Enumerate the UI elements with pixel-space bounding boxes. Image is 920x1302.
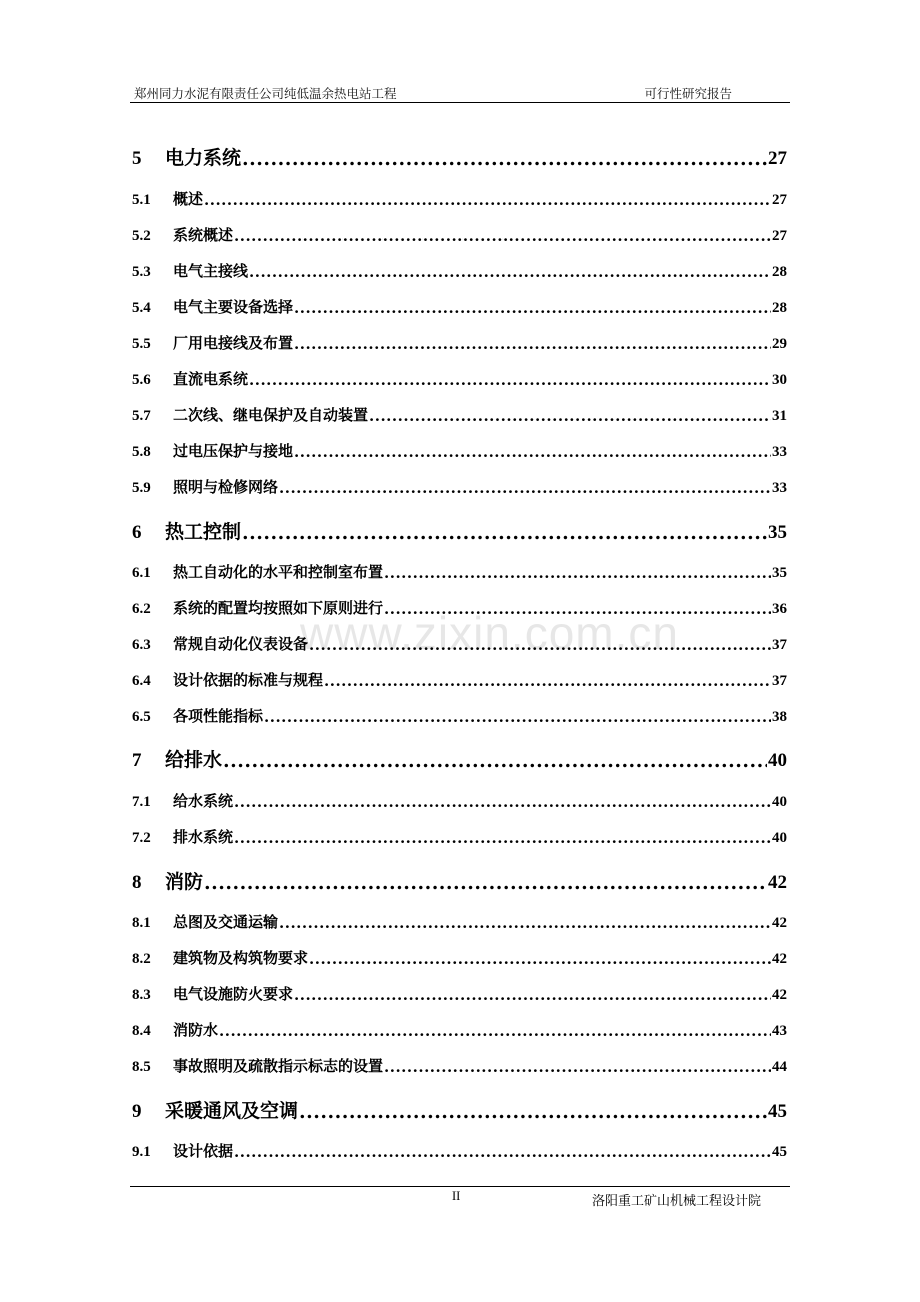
toc-entry-page: 40 bbox=[772, 794, 787, 810]
toc-entry-number: 8.5 bbox=[132, 1059, 151, 1075]
toc-entry-title: 电气主要设备选择 bbox=[173, 298, 294, 316]
toc-leader-dots bbox=[264, 708, 771, 726]
toc-entry-number: 9.1 bbox=[132, 1144, 151, 1160]
toc-entry-page: 29 bbox=[772, 336, 787, 352]
toc-leader-dots bbox=[234, 227, 771, 245]
toc-entry-page: 40 bbox=[772, 830, 787, 846]
toc-leader-dots bbox=[242, 522, 767, 544]
toc-leader-dots bbox=[294, 986, 771, 1004]
toc-entry-number: 8.3 bbox=[132, 987, 151, 1003]
toc-leader-dots bbox=[223, 750, 767, 772]
toc-leader-dots bbox=[204, 191, 771, 209]
header-divider bbox=[130, 102, 790, 103]
toc-section-entry[interactable] bbox=[132, 223, 787, 245]
toc-leader-dots bbox=[234, 793, 771, 811]
toc-section-entry[interactable] bbox=[132, 1139, 787, 1161]
toc-section-entry[interactable] bbox=[132, 1018, 787, 1040]
toc-entry-number: 6.5 bbox=[132, 709, 151, 725]
toc-leader-dots bbox=[249, 371, 771, 389]
toc-entry-page: 42 bbox=[772, 915, 787, 931]
toc-chapter-entry[interactable] bbox=[132, 746, 787, 772]
toc-entry-number: 5 bbox=[132, 148, 142, 169]
toc-entry-number: 5.8 bbox=[132, 444, 151, 460]
toc-entry-number: 6.1 bbox=[132, 565, 151, 581]
toc-entry-title: 直流电系统 bbox=[173, 370, 249, 388]
toc-leader-dots bbox=[204, 872, 767, 894]
toc-entry-title: 给水系统 bbox=[173, 792, 234, 810]
toc-entry-title: 电气主接线 bbox=[173, 262, 249, 280]
toc-entry-page: 37 bbox=[772, 673, 787, 689]
toc-leader-dots bbox=[234, 1143, 771, 1161]
toc-leader-dots bbox=[279, 479, 771, 497]
toc-leader-dots bbox=[299, 1101, 767, 1123]
toc-entry-title: 设计依据 bbox=[173, 1142, 234, 1160]
toc-entry-number: 8.1 bbox=[132, 915, 151, 931]
toc-entry-number: 9 bbox=[132, 1101, 142, 1122]
toc-entry-page: 35 bbox=[768, 522, 787, 543]
toc-section-entry[interactable] bbox=[132, 825, 787, 847]
toc-entry-title: 给排水 bbox=[165, 749, 223, 771]
toc-entry-number: 6.2 bbox=[132, 601, 151, 617]
toc-entry-page: 31 bbox=[772, 408, 787, 424]
toc-entry-number: 5.5 bbox=[132, 336, 151, 352]
toc-section-entry[interactable] bbox=[132, 259, 787, 281]
toc-entry-title: 电气设施防火要求 bbox=[173, 985, 294, 1003]
toc-entry-title: 常规自动化仪表设备 bbox=[173, 635, 309, 653]
toc-entry-title: 系统的配置均按照如下原则进行 bbox=[173, 599, 384, 617]
toc-entry-number: 8.4 bbox=[132, 1023, 151, 1039]
toc-entry-title: 消防 bbox=[165, 871, 204, 893]
toc-entry-title: 事故照明及疏散指示标志的设置 bbox=[173, 1057, 384, 1075]
toc-chapter-entry[interactable] bbox=[132, 518, 787, 544]
toc-leader-dots bbox=[369, 407, 771, 425]
toc-entry-number: 6.4 bbox=[132, 673, 151, 689]
report-type: 可行性研究报告 bbox=[644, 86, 732, 101]
toc-entry-title: 排水系统 bbox=[173, 828, 234, 846]
toc-leader-dots bbox=[294, 299, 771, 317]
toc-entry-page: 42 bbox=[772, 987, 787, 1003]
toc-leader-dots bbox=[279, 914, 771, 932]
toc-section-entry[interactable] bbox=[132, 946, 787, 968]
toc-leader-dots bbox=[242, 148, 767, 170]
toc-entry-title: 建筑物及构筑物要求 bbox=[173, 949, 309, 967]
toc-entry-title: 照明与检修网络 bbox=[173, 478, 279, 496]
toc-section-entry[interactable] bbox=[132, 475, 787, 497]
toc-entry-number: 5.6 bbox=[132, 372, 151, 388]
toc-entry-title: 过电压保护与接地 bbox=[173, 442, 294, 460]
toc-entry-number: 8 bbox=[132, 872, 142, 893]
toc-entry-number: 5.4 bbox=[132, 300, 151, 316]
toc-chapter-entry[interactable] bbox=[132, 1097, 787, 1123]
toc-entry-page: 45 bbox=[768, 1101, 787, 1122]
toc-entry-page: 38 bbox=[772, 709, 787, 725]
toc-section-entry[interactable] bbox=[132, 295, 787, 317]
toc-section-entry[interactable] bbox=[132, 187, 787, 209]
toc-leader-dots bbox=[384, 1058, 771, 1076]
toc-section-entry[interactable] bbox=[132, 789, 787, 811]
toc-section-entry[interactable] bbox=[132, 982, 787, 1004]
toc-leader-dots bbox=[294, 335, 771, 353]
toc-section-entry[interactable] bbox=[132, 439, 787, 461]
page-number: II bbox=[452, 1189, 461, 1203]
project-title: 郑州同力水泥有限责任公司纯低温余热电站工程 bbox=[134, 86, 397, 101]
toc-entry-page: 45 bbox=[772, 1144, 787, 1160]
watermark: www.zixin.com.cn bbox=[300, 607, 679, 659]
page-header bbox=[130, 84, 790, 102]
toc-entry-page: 43 bbox=[772, 1023, 787, 1039]
toc-entry-title: 二次线、继电保护及自动装置 bbox=[173, 406, 369, 424]
toc-entry-number: 7.2 bbox=[132, 830, 151, 846]
toc-entry-title: 总图及交通运输 bbox=[173, 913, 279, 931]
toc-entry-title: 概述 bbox=[173, 190, 204, 208]
toc-entry-number: 5.9 bbox=[132, 480, 151, 496]
toc-section-entry[interactable] bbox=[132, 331, 787, 353]
toc-entry-page: 33 bbox=[772, 444, 787, 460]
toc-entry-number: 7 bbox=[132, 750, 142, 771]
toc-entry-page: 28 bbox=[772, 300, 787, 316]
toc-entry-page: 27 bbox=[772, 192, 787, 208]
toc-section-entry[interactable] bbox=[132, 403, 787, 425]
toc-section-entry[interactable] bbox=[132, 632, 787, 654]
toc-entry-number: 5.1 bbox=[132, 192, 151, 208]
toc-entry-number: 5.2 bbox=[132, 228, 151, 244]
toc-entry-page: 33 bbox=[772, 480, 787, 496]
toc-section-entry[interactable] bbox=[132, 1054, 787, 1076]
toc-entry-page: 28 bbox=[772, 264, 787, 280]
toc-section-entry[interactable] bbox=[132, 596, 787, 618]
toc-entry-number: 6 bbox=[132, 522, 142, 543]
toc-leader-dots bbox=[249, 263, 771, 281]
toc-entry-page: 30 bbox=[772, 372, 787, 388]
toc-entry-title: 系统概述 bbox=[173, 226, 234, 244]
toc-entry-page: 44 bbox=[772, 1059, 787, 1075]
toc-entry-title: 各项性能指标 bbox=[173, 707, 264, 725]
toc-entry-number: 6.3 bbox=[132, 637, 151, 653]
toc-section-entry[interactable] bbox=[132, 668, 787, 690]
toc-entry-page: 42 bbox=[768, 872, 787, 893]
toc-entry-title: 采暖通风及空调 bbox=[165, 1100, 299, 1122]
toc-entry-title: 消防水 bbox=[173, 1021, 219, 1039]
toc-entry-title: 热工自动化的水平和控制室布置 bbox=[173, 563, 384, 581]
toc-leader-dots bbox=[384, 600, 771, 618]
toc-chapter-entry[interactable] bbox=[132, 868, 787, 894]
toc-entry-page: 36 bbox=[772, 601, 787, 617]
toc-leader-dots bbox=[324, 672, 771, 690]
toc-section-entry[interactable] bbox=[132, 704, 787, 726]
toc-entry-page: 35 bbox=[772, 565, 787, 581]
toc-entry-title: 设计依据的标准与规程 bbox=[173, 671, 324, 689]
toc-entry-page: 40 bbox=[768, 750, 787, 771]
toc-entry-number: 5.3 bbox=[132, 264, 151, 280]
toc-section-entry[interactable] bbox=[132, 560, 787, 582]
toc-leader-dots bbox=[234, 829, 771, 847]
toc-entry-title: 热工控制 bbox=[165, 521, 242, 543]
toc-section-entry[interactable] bbox=[132, 367, 787, 389]
toc-entry-title: 电力系统 bbox=[165, 147, 242, 169]
toc-leader-dots bbox=[219, 1022, 771, 1040]
toc-entry-page: 37 bbox=[772, 637, 787, 653]
toc-entry-page: 27 bbox=[768, 148, 787, 169]
toc-entry-number: 7.1 bbox=[132, 794, 151, 810]
toc-entry-page: 27 bbox=[772, 228, 787, 244]
footer-divider bbox=[130, 1186, 790, 1187]
toc-section-entry[interactable] bbox=[132, 910, 787, 932]
toc-entry-page: 42 bbox=[772, 951, 787, 967]
toc-entry-number: 8.2 bbox=[132, 951, 151, 967]
toc-entry-number: 5.7 bbox=[132, 408, 151, 424]
toc-leader-dots bbox=[294, 443, 771, 461]
organization-name: 洛阳重工矿山机械工程设计院 bbox=[592, 1194, 762, 1209]
toc-leader-dots bbox=[384, 564, 771, 582]
toc-leader-dots bbox=[309, 636, 771, 654]
toc-chapter-entry[interactable] bbox=[132, 144, 787, 170]
toc-leader-dots bbox=[309, 950, 771, 968]
toc-entry-title: 厂用电接线及布置 bbox=[173, 334, 294, 352]
